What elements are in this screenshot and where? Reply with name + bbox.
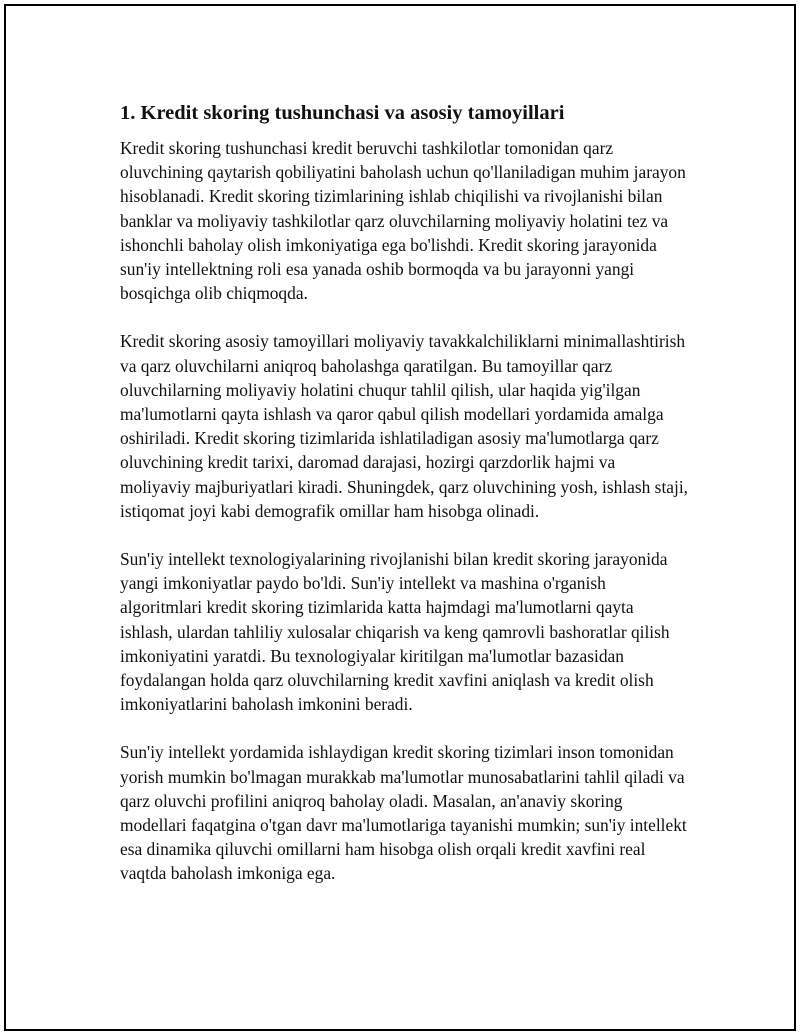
paragraph-3: Sun'iy intellekt texnologiyalarining rivojlanishi bilan kredit skoring jarayonida yangi imkoniyatlar paydo bo'ldi. Sun'iy intellekt va mashina o'rganish algoritmlari kredit skoring tizimlarida katta hajmdagi ma'lumotlarni qayta ishlash, ulardan tahliliy xulosalar chiqarish va keng qamrovli bashoratlar qilish imkoniyatini yaratdi. Bu texnologiyalar kiritilgan ma'lumotlar bazasidan foydalangan holda qarz oluvchilarning kredit xavfini aniqlash va kredit olish imkoniyatlarini baholash imkonini beradi. — [120, 549, 670, 715]
document-body — [120, 98, 690, 910]
paragraph-2: Kredit skoring asosiy tamoyillari moliyaviy tavakkalchiliklarni minimallashtirish va qarz oluvchilarni aniqroq baholashga qaratilgan. Bu tamoyillar qarz oluvchilarning moliyaviy holatini chuqur tahlil qilish, ular haqida yig'ilgan ma'lumotlarni qayta ishlash va qaror qabul qilish modellari yordamida amalga oshiriladi. Kredit skoring tizimlarida ishlatiladigan asosiy ma'lumotlarga qarz oluvchining kredit tarixi, daromad darajasi, hozirgi qarzdorlik hajmi va moliyaviy majburiyatlari kiradi. Shuningdek, qarz oluvchining yosh, ishlash staji, istiqomat joyi kabi demografik omillar ham hisobga olinadi. — [120, 331, 689, 521]
section-heading: 1. Kredit skoring tushunchasi va asosiy tamoyillari — [120, 102, 565, 124]
paragraph-4: Sun'iy intellekt yordamida ishlaydigan kredit skoring tizimlari inson tomonidan yorish mumkin bo'lmagan murakkab ma'lumotlar munosabatlarini tahlil qiladi va qarz oluvchi profilini aniqroq baholay oladi. Masalan, an'anaviy skoring modellari faqatgina o'tgan davr ma'lumotlariga tayanishi mumkin; sun'iy intellekt esa dinamika qiluvchi omillarni ham hisobga olish orqali kredit xavfini real vaqtda baholash imkoniga ega. — [120, 742, 687, 884]
page-frame — [4, 4, 796, 1031]
paragraph-1: Kredit skoring tushunchasi kredit beruvchi tashkilotlar tomonidan qarz oluvchining qaytarish qobiliyatini baholash uchun qo'llaniladigan muhim jarayon hisoblanadi. Kredit skoring tizimlarining ishlab chiqilishi va rivojlanishi bilan banklar va moliyaviy tashkilotlar qarz oluvchilarning moliyaviy holatini tez va ishonchli baholay olish imkoniyatiga ega bo'lishdi. Kredit skoring jarayonida sun'iy intellektning roli esa yanada oshib bormoqda va bu jarayonni yangi bosqichga olib chiqmoqda. — [120, 138, 686, 304]
